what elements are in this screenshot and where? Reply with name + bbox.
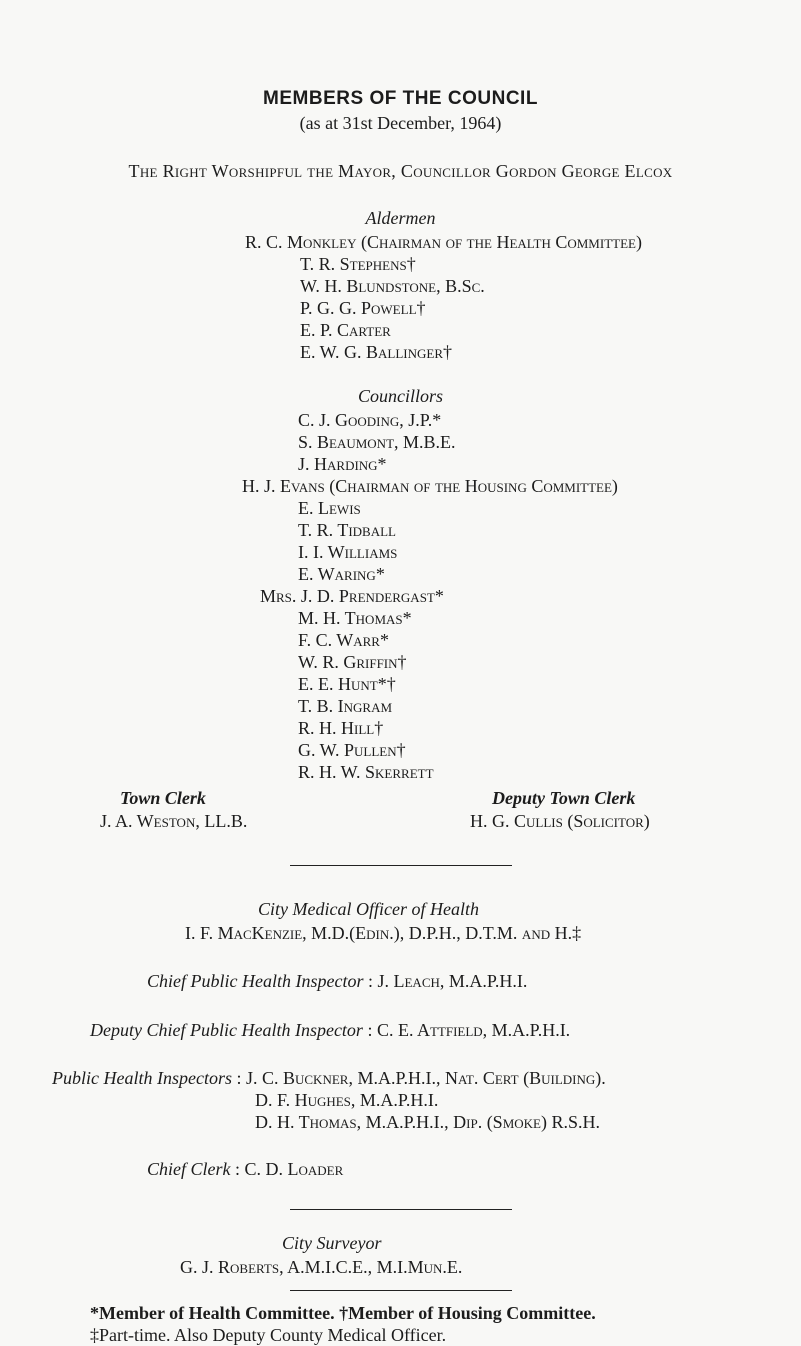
deputy-chief-phi-name: C. E. Attfield, M.A.P.H.I. bbox=[376, 1020, 571, 1040]
town-clerk-heading: Town Clerk bbox=[120, 788, 206, 808]
chief-phi-label: Chief Public Health Inspector bbox=[147, 971, 364, 991]
chief-phi-name: J. Leach, M.A.P.H.I. bbox=[377, 971, 528, 991]
councillor-item: T. B. Ingram bbox=[298, 696, 393, 716]
chief-clerk-line: Chief Clerk : C. D. Loader bbox=[147, 1159, 344, 1179]
phis-line: Public Health Inspectors : J. C. Buckner, M.A.P.H.I., Nat. Cert (Building). bbox=[52, 1068, 606, 1088]
deputy-chief-phi-label: Deputy Chief Public Health Inspector bbox=[90, 1020, 363, 1040]
chief-clerk-name: C. D. Loader bbox=[244, 1159, 344, 1179]
councillor-item: R. H. W. Skerrett bbox=[298, 762, 434, 782]
councillor-item: M. H. Thomas* bbox=[298, 608, 412, 628]
councillor-item: S. Beaumont, M.B.E. bbox=[298, 432, 456, 452]
divider bbox=[290, 1290, 512, 1291]
councillor-item: C. J. Gooding, J.P.* bbox=[298, 410, 442, 430]
councillor-item: E. Waring* bbox=[298, 564, 385, 584]
deputy-town-clerk-heading: Deputy Town Clerk bbox=[492, 788, 636, 808]
councillor-item: R. H. Hill† bbox=[298, 718, 384, 738]
councillor-item: T. R. Tidball bbox=[298, 520, 396, 540]
councillor-item: E. E. Hunt*† bbox=[298, 674, 396, 694]
phis-label: Public Health Inspectors bbox=[52, 1068, 232, 1088]
chief-clerk-label: Chief Clerk bbox=[147, 1159, 231, 1179]
councillor-item: Mrs. J. D. Prendergast* bbox=[260, 586, 444, 606]
page-title: MEMBERS OF THE COUNCIL bbox=[263, 88, 538, 109]
alderman-item: P. G. G. Powell† bbox=[300, 298, 426, 318]
surveyor-heading: City Surveyor bbox=[282, 1233, 382, 1253]
councillor-item: H. J. Evans (Chairman of the Housing Committee) bbox=[242, 476, 618, 496]
divider bbox=[290, 1209, 512, 1210]
councillor-item: J. Harding* bbox=[298, 454, 387, 474]
aldermen-heading: Aldermen bbox=[365, 208, 436, 228]
mayor-line: The Right Worshipful the Mayor, Councillor Gordon George Elcox bbox=[128, 161, 673, 181]
moh-heading: City Medical Officer of Health bbox=[258, 899, 479, 919]
councillor-item: F. C. Warr* bbox=[298, 630, 389, 650]
alderman-item: E. W. G. Ballinger† bbox=[300, 342, 452, 362]
phi-name: J. C. Buckner, M.A.P.H.I., Nat. Cert (Building). bbox=[245, 1068, 606, 1088]
alderman-item: E. P. Carter bbox=[300, 320, 391, 340]
councillor-item: I. I. Williams bbox=[298, 542, 398, 562]
surveyor-name: G. J. Roberts, A.M.I.C.E., M.I.Mun.E. bbox=[180, 1257, 463, 1277]
alderman-item: T. R. Stephens† bbox=[300, 254, 416, 274]
page-subtitle: (as at 31st December, 1964) bbox=[299, 113, 502, 133]
phi-name: D. F. Hughes, M.A.P.H.I. bbox=[255, 1090, 439, 1110]
town-clerk-name: J. A. Weston, LL.B. bbox=[100, 811, 248, 831]
councillor-item: W. R. Griffin† bbox=[298, 652, 407, 672]
footnote: ‡Part-time. Also Deputy County Medical Officer. bbox=[90, 1325, 447, 1345]
chief-phi-line: Chief Public Health Inspector : J. Leach, M.A.P.H.I. bbox=[147, 971, 528, 991]
divider bbox=[290, 865, 512, 866]
footnote: *Member of Health Committee. †Member of Housing Committee. bbox=[90, 1303, 596, 1323]
deputy-town-clerk-name: H. G. Cullis (Solicitor) bbox=[470, 811, 650, 831]
councillors-heading: Councillors bbox=[357, 386, 443, 406]
councillor-item: E. Lewis bbox=[298, 498, 361, 518]
alderman-item: R. C. Monkley (Chairman of the Health Committee) bbox=[245, 232, 642, 252]
alderman-item: W. H. Blundstone, B.Sc. bbox=[300, 276, 485, 296]
councillor-item: G. W. Pullen† bbox=[298, 740, 406, 760]
phi-name: D. H. Thomas, M.A.P.H.I., Dip. (Smoke) R.S.H. bbox=[255, 1112, 600, 1132]
deputy-chief-phi-line: Deputy Chief Public Health Inspector : C. E. Attfield, M.A.P.H.I. bbox=[90, 1020, 571, 1040]
moh-name: I. F. MacKenzie, M.D.(Edin.), D.P.H., D.T.M. and H.‡ bbox=[185, 923, 582, 943]
